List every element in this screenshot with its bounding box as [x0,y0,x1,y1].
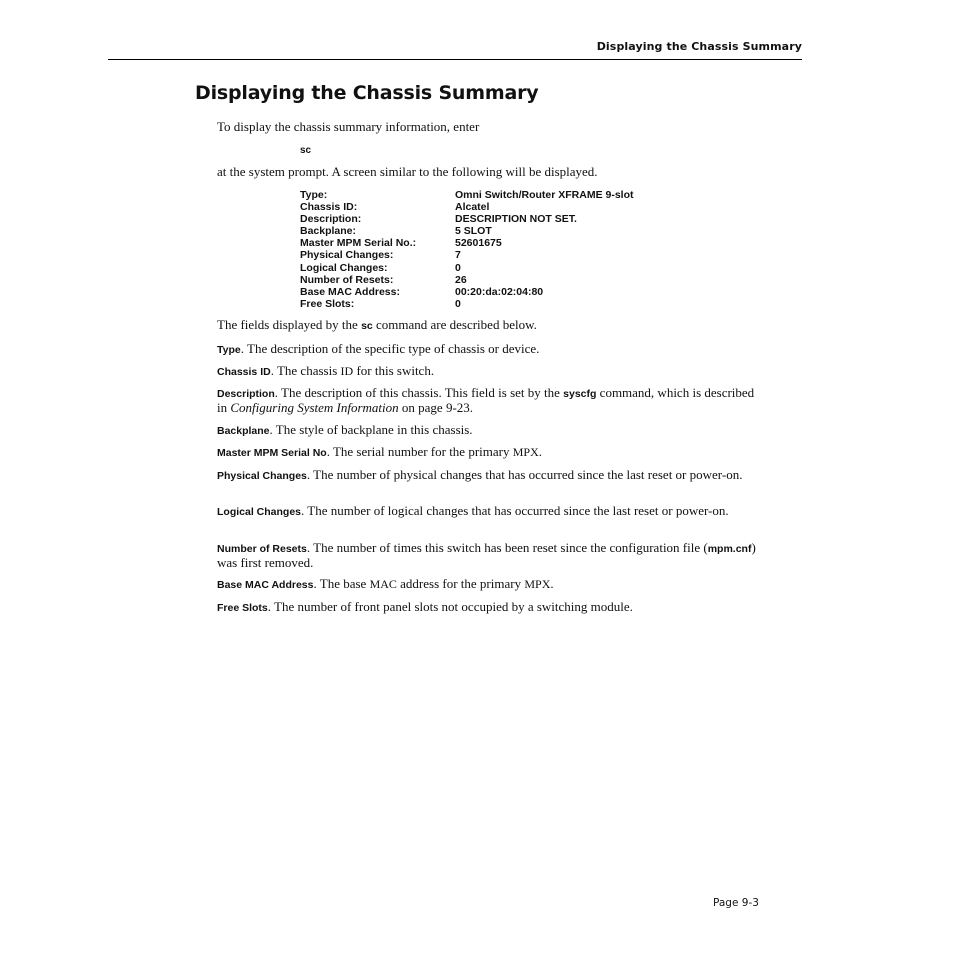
after-command-paragraph: at the system prompt. A screen similar to the following will be displayed. [217,164,598,179]
command-sc: sc [300,145,312,156]
def-text: . The style of backplane in this chassis. [269,422,473,437]
def-term: Physical Changes [217,470,307,482]
def-term: Master MPM Serial No [217,447,327,459]
screen-row [300,201,634,213]
screen-row [300,262,634,274]
screen-output [300,189,634,310]
def-logical-changes [217,504,757,519]
screen-key: Description: [300,213,362,226]
def-text: . [538,444,542,459]
page-title: Displaying the Chassis Summary [195,82,539,104]
screen-row [300,249,634,261]
def-text: . The description of the specific type of chassis or device. [240,341,540,356]
screen-key: Chassis ID: [300,201,358,214]
screen-key: Logical Changes: [300,261,388,274]
screen-value: 0 [455,297,461,310]
def-file: mpm.cnf [707,543,752,555]
header-rule [108,59,802,60]
def-text: . The chassis [270,363,338,378]
def-term: Backplane [217,425,270,437]
def-text: . [550,576,554,591]
def-text: . The description of this chassis. This field is set by the [274,385,560,400]
screen-key: Free Slots: [300,297,355,310]
screen-key: Master MPM Serial No.: [300,237,417,250]
screen-row [300,274,634,286]
screen-key: Type: [300,189,328,201]
page-number: Page 9-3 [713,897,759,909]
def-term: Logical Changes [217,506,302,518]
def-smallcaps: ID [340,364,354,378]
screen-value: 5 SLOT [455,225,492,238]
def-physical-changes [217,468,757,483]
fields-intro [217,318,757,333]
screen-row [300,286,634,298]
screen-value: Omni Switch/Router XFRAME 9-slot [455,189,634,201]
def-number-of-resets [217,541,757,570]
screen-key: Base MAC Address: [300,285,400,298]
def-term: Chassis ID [217,366,271,378]
screen-row [300,189,634,201]
fields-intro-before: The fields displayed by the [217,317,358,332]
def-backplane [217,423,757,438]
def-text: ) was first removed. [217,540,756,570]
def-base-mac [217,577,757,592]
def-text: . The number of front panel slots not occupied by a switching module. [267,599,633,614]
def-text: on page 9-23. [401,400,474,415]
def-text: for this switch. [356,363,435,378]
screen-key: Number of Resets: [300,273,394,286]
def-term: Type [217,344,241,356]
def-master-mpm [217,445,757,460]
screen-key: Physical Changes: [300,249,394,262]
screen-key: Backplane: [300,225,357,238]
screen-row [300,237,634,249]
fields-intro-after: command are described below. [376,317,537,332]
def-text: . The number of logical changes that has occurred since the last reset or power-on. [301,503,729,518]
def-term: Free Slots [217,602,268,614]
screen-value: 00:20:da:02:04:80 [455,285,544,298]
def-text: . The base [313,576,367,591]
def-free-slots [217,600,757,615]
screen-row [300,298,634,310]
def-text: command, which is described in [217,385,755,415]
def-smallcaps: MAC [369,577,397,591]
screen-value: 7 [455,249,461,262]
def-description [217,386,757,415]
running-head: Displaying the Chassis Summary [596,40,802,53]
def-smallcaps: MPX [512,445,539,459]
screen-value: 26 [455,273,467,286]
def-cmd-syscfg: syscfg [563,388,597,400]
def-term: Description [217,388,275,400]
def-chassis-id [217,364,757,379]
def-smallcaps: MPX [524,577,551,591]
screen-value: Alcatel [455,201,490,214]
intro-paragraph: To display the chassis summary information, enter [217,119,480,134]
def-text: . The number of times this switch has been reset since the configuration file ( [306,540,708,555]
screen-value: 0 [455,261,461,274]
def-text: . The serial number for the primary [326,444,510,459]
def-term: Base MAC Address [217,579,314,591]
def-term: Number of Resets [217,543,307,555]
screen-row [300,213,634,225]
screen-value: DESCRIPTION NOT SET. [455,213,577,226]
def-text: . The number of physical changes that has occurred since the last reset or power-on. [306,467,743,482]
def-text: address for the primary [400,576,522,591]
fields-intro-cmd: sc [361,320,373,332]
def-type [217,342,757,357]
screen-row [300,225,634,237]
screen-value: 52601675 [455,237,502,250]
def-reference: Configuring System Information [230,400,399,415]
